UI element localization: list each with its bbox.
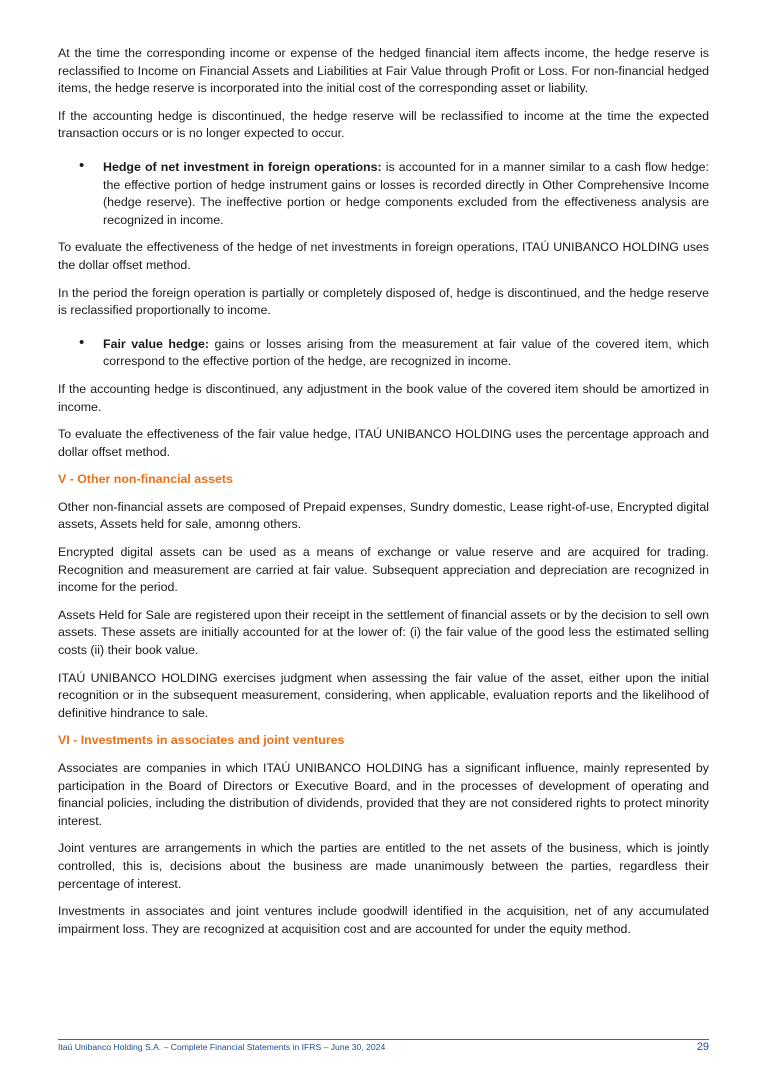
paragraph-hedge-reclassification: At the time the corresponding income or expense of the hedged financial item affects income, the hedge reserve is reclassified to Income on Financial Assets and Liabilities at Fair Value through Profit or Loss. For non-financial hedged items, the hedge reserve is incorporated into the initial cost of the corresponding asset or liability. [58, 46, 709, 96]
bullet-net-investment-hedge [58, 156, 709, 229]
paragraph-v-3: Assets Held for Sale are registered upon their receipt in the settlement of financial assets or by the decision to sell own assets. These assets are initially accounted for at the lower of: (i) the fair value of the good less the estimated selling costs (ii) their book value. [58, 607, 709, 658]
document-body [58, 45, 709, 948]
paragraph-hedge-discontinued: If the accounting hedge is discontinued, the hedge reserve will be reclassified to income at the time the expected transaction occurs or is no longer expected to occur. [58, 108, 709, 141]
paragraph-v-2: Encrypted digital assets can be used as a means of exchange or value reserve and are acquired for trading. Recognition and measurement are carried at fair value. Subsequent appreciation and depreciation are recognized in income for the period. [58, 545, 709, 595]
bullet-fair-value-hedge [58, 333, 709, 371]
paragraph-net-investment-effectiveness: To evaluate the effectiveness of the hedge of net investments in foreign operations, ITAÚ UNIBANCO HOLDING uses the dollar offset method. [58, 240, 709, 272]
paragraph-v-4: ITAÚ UNIBANCO HOLDING exercises judgment when assessing the fair value of the asset, either upon the initial recognition or in the subsequent measurement, considering, when applicable, evaluation reports and the likelihood of definitive hindrance to sale. [58, 670, 709, 720]
bullet-text: is accounted for in a manner similar to a cash flow hedge: the effective portion of hedge instrument gains or losses is recorded directly in Other Comprehensive Income (hedge reserve). The ineffective portion or hedge components excluded from the effectiveness analysis are recognized in income. [103, 159, 709, 227]
bullet-icon: • [79, 333, 85, 351]
section-heading-vi: VI - Investments in associates and joint ventures [58, 733, 345, 748]
paragraph-v-1: Other non-financial assets are composed of Prepaid expenses, Sundry domestic, Lease right-of-use, Encrypted digital assets, Assets held for sale, amonng others. [58, 499, 709, 532]
paragraph-net-investment-disposal: In the period the foreign operation is partially or completely disposed of, hedge is discontinued, and the hedge reserve is reclassified proportionally to income. [58, 285, 709, 318]
paragraph-fair-value-effectiveness: To evaluate the effectiveness of the fair value hedge, ITAÚ UNIBANCO HOLDING uses the percentage approach and dollar offset method. [58, 427, 709, 459]
paragraph-fair-value-discontinued: If the accounting hedge is discontinued, any adjustment in the book value of the covered item should be amortized in income. [58, 381, 709, 414]
bullet-title: Hedge of net investment in foreign operations: [103, 159, 382, 174]
bullet-text: gains or losses arising from the measurement at fair value of the covered item, which correspond to the effective portion of the hedge, are recognized in income. [103, 336, 709, 369]
bullet-icon: • [79, 156, 85, 174]
bullet-title: Fair value hedge: [103, 336, 210, 351]
paragraph-vi-3: Investments in associates and joint ventures include goodwill identified in the acquisition, net of any accumulated impairment loss. They are recognized at acquisition cost and are accounted for under the equity method. [58, 904, 709, 936]
section-heading-v: V - Other non-financial assets [58, 472, 233, 487]
page-number: 29 [696, 1041, 709, 1053]
footer-divider [58, 1039, 709, 1040]
paragraph-vi-1: Associates are companies in which ITAÚ UNIBANCO HOLDING has a significant influence, mainly represented by participation in the Board of Directors or Executive Board, and in the processes of development of operating and financial policies, including the distribution of dividends, provided that they are not considered rights to protect minority interest. [58, 761, 709, 828]
footer-document-title: Itaú Unibanco Holding S.A. – Complete Financial Statements in IFRS – June 30, 2024 [58, 1042, 386, 1052]
paragraph-vi-2: Joint ventures are arrangements in which the parties are entitled to the net assets of the business, which is jointly controlled, this is, decisions about the business are made unanimously between the parties, regardless their percentage of interest. [58, 841, 709, 891]
